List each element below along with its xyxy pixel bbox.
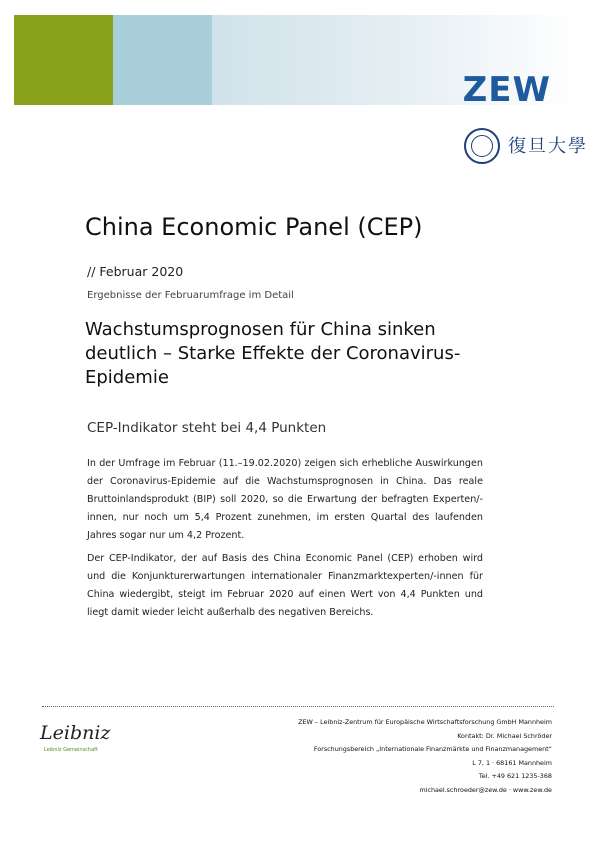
headline: Wachstumsprognosen für China sinken deutlich – Starke Effekte der Coronavirus-Epidemie — [85, 319, 461, 388]
body-paragraph-2: Der CEP-Indikator, der auf Basis des China Economic Panel (CEP) erhoben wird und die Konjunkturerwartungen internationaler Finanzmarktexperten/-innen für China wiedergibt, steigt im Februar 2020 auf einen Wert von 4,4 Punkten und liegt damit wieder leicht außerhalb des negativen Bereichs. — [87, 553, 483, 618]
footer-department: Forschungsbereich „Internationale Finanzmärkte und Finanzmanagement“ — [313, 745, 552, 753]
document-subtitle: Ergebnisse der Februarumfrage im Detail — [87, 290, 294, 301]
footer-web[interactable]: michael.schroeder@zew.de · www.zew.de — [419, 785, 552, 794]
footer-org: ZEW – Leibniz-Zentrum für Europäische Wirtschaftsforschung GmbH Mannheim — [298, 718, 552, 726]
footer-contact: Kontakt: Dr. Michael Schröder — [457, 731, 552, 740]
fudan-university-logo: 復旦大學 — [508, 136, 588, 157]
footer-phone: Tel. +49 621 1235-368 — [478, 772, 552, 780]
leibniz-logo-script: Leibniz — [40, 722, 111, 744]
zew-logo: ZEW — [462, 70, 551, 110]
fudan-seal-icon — [464, 128, 500, 164]
leibniz-logo-subtext: Leibniz Gemeinschaft — [44, 747, 98, 753]
subheadline: CEP-Indikator steht bei 4,4 Punkten — [87, 420, 327, 436]
document-title: China Economic Panel (CEP) — [85, 213, 423, 241]
footer-address: L 7, 1 · 68161 Mannheim — [472, 758, 552, 767]
header-color-block-blue — [113, 15, 212, 105]
header-color-block-green — [14, 15, 113, 105]
footer-divider — [42, 706, 554, 707]
publication-date: // Februar 2020 — [87, 264, 184, 279]
footer-contact-block — [298, 716, 552, 797]
leibniz-logo — [40, 722, 111, 772]
body-paragraph-1: In der Umfrage im Februar (11.–19.02.2020) zeigen sich erhebliche Auswirkungen der Coronavirus-Epidemie auf die Wachstumsprognosen in China. Das reale Bruttoinlandsprodukt (BIP) soll 2020, so die Erwartung der befragten Experten/-innen, nur noch um 5,4 Prozent zunehmen, im ersten Quartal des laufenden Jahres sogar nur um 4,2 Prozent. — [87, 458, 483, 541]
